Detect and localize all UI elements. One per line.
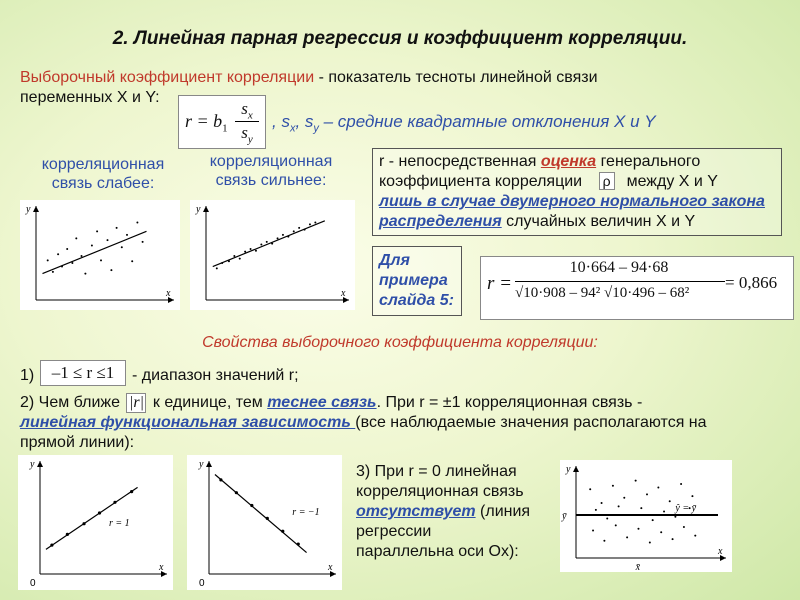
- estimate-condition: лишь в случае двумерного нормального закона: [379, 193, 765, 210]
- data-point: [219, 478, 222, 481]
- data-point: [618, 505, 620, 507]
- data-point: [266, 241, 268, 243]
- weak-correlation-plot: [20, 200, 180, 310]
- data-point: [601, 502, 603, 504]
- origin-label: 0: [199, 578, 205, 589]
- data-point: [297, 542, 300, 545]
- data-point: [113, 501, 116, 504]
- regression-eq-label: ŷ = ȳ: [675, 503, 697, 514]
- data-point: [652, 519, 654, 521]
- data-point: [271, 243, 273, 245]
- intro-text-line2: переменных X и Y:: [20, 89, 160, 106]
- origin-label: 0: [30, 578, 36, 589]
- data-point: [293, 230, 295, 232]
- data-point: [672, 538, 674, 540]
- data-point: [107, 239, 109, 241]
- data-point: [82, 522, 85, 525]
- intro-text: [20, 68, 740, 108]
- y-axis-label: y: [30, 459, 35, 470]
- data-point: [126, 234, 128, 236]
- zero-correlation-plot: [560, 460, 732, 572]
- intro-std-text: , $s_x$, $s_y$ – средние квадратные отклонения X и Y: [272, 112, 656, 135]
- prop1-number: 1): [20, 367, 35, 384]
- rho-symbol: ρ: [599, 172, 615, 190]
- slide-title: 2. Линейная парная регрессия и коэффициент корреляции.: [112, 28, 688, 49]
- prop3-em: отсутствует: [356, 503, 476, 520]
- data-point: [57, 253, 59, 255]
- y-axis-arrow: [573, 466, 579, 472]
- estimate-box: r - непосредственная оценка генерального коэффициента корреляции ρ между X и Y лишь в случае двумерного нормального закона распределения случайных величин X и Y: [372, 148, 782, 236]
- intro-term: Выборочный коэффициент корреляции: [20, 69, 315, 86]
- data-point: [649, 542, 651, 544]
- r-value-label: r = 1: [109, 517, 130, 529]
- data-point: [121, 246, 123, 248]
- data-point: [663, 511, 665, 513]
- data-point: [260, 244, 262, 246]
- formula-denominator: $s_y$: [241, 123, 253, 146]
- data-point: [680, 483, 682, 485]
- y-axis-arrow: [206, 461, 212, 467]
- data-point: [239, 258, 241, 260]
- positive-correlation-plot: [18, 455, 173, 590]
- prop3-text: 3) При r = 0 линейная корреляционная связь отсутствует (линия регрессии параллельна оси Ox):: [356, 463, 531, 560]
- example-fraction-bar: [515, 281, 725, 282]
- data-point: [75, 237, 77, 239]
- strong-label: корреляционная связь сильнее:: [209, 153, 333, 189]
- data-point: [116, 227, 118, 229]
- data-point: [282, 234, 284, 236]
- data-point: [592, 529, 594, 531]
- data-point: [244, 251, 246, 253]
- data-point: [61, 266, 63, 268]
- data-point: [595, 509, 597, 511]
- data-point: [281, 530, 284, 533]
- x-axis-label: x: [328, 562, 333, 573]
- data-point: [589, 488, 591, 490]
- data-point: [96, 230, 98, 232]
- prop2-text: 2) Чем ближе |r| к единице, тем теснее связь. При r = ±1 корреляционная связь - линейная функциональная зависимость (все наблюдаемые значения располагаются на прямой линии):: [20, 394, 707, 451]
- regression-line: [213, 221, 325, 267]
- data-point: [646, 493, 648, 495]
- data-point: [694, 535, 696, 537]
- data-point: [47, 259, 49, 261]
- y-axis-label: y: [196, 204, 201, 215]
- correlation-formula: [178, 95, 266, 149]
- formula-b: b: [213, 111, 223, 131]
- data-point: [255, 250, 257, 252]
- x-axis-label: x: [718, 546, 723, 557]
- data-point: [66, 248, 68, 250]
- prop2-em2: линейная функциональная зависимость: [20, 414, 356, 431]
- data-point: [84, 273, 86, 275]
- data-point: [612, 485, 614, 487]
- data-point: [250, 504, 253, 507]
- data-point: [50, 544, 53, 547]
- strong-correlation-plot: [190, 200, 355, 310]
- data-point: [674, 516, 676, 518]
- data-point: [669, 500, 671, 502]
- data-point: [250, 248, 252, 250]
- formula-r: r: [185, 111, 193, 131]
- estimate-term: оценка: [540, 153, 597, 170]
- data-point: [623, 497, 625, 499]
- weak-label: корреляционная связь слабее:: [41, 156, 165, 192]
- regression-line: [43, 231, 147, 273]
- y-axis-arrow: [37, 461, 43, 467]
- y-axis-arrow: [33, 206, 39, 212]
- data-point: [81, 255, 83, 257]
- data-point: [309, 223, 311, 225]
- y-axis-arrow: [203, 206, 209, 212]
- formula-b-sub: 1: [222, 122, 228, 135]
- example-formula: r = 10·664 – 94·68 √10·908 – 94² √10·496 – 68² = 0,866: [480, 256, 794, 320]
- y-mean-label: ȳ: [562, 511, 567, 522]
- data-point: [637, 528, 639, 530]
- y-axis-label: y: [566, 464, 571, 475]
- data-point: [235, 491, 238, 494]
- example-numerator: 10·664 – 94·68: [569, 259, 669, 276]
- formula-eq: =: [196, 111, 209, 131]
- data-point: [640, 507, 642, 509]
- properties-title: Свойства выборочного коэффициента корреляции:: [202, 334, 598, 351]
- data-point: [66, 533, 69, 536]
- data-point: [277, 237, 279, 239]
- y-axis-label: y: [26, 204, 31, 215]
- data-point: [615, 524, 617, 526]
- data-point: [233, 255, 235, 257]
- data-point: [216, 267, 218, 269]
- data-point: [691, 495, 693, 497]
- formula-numerator: $s_x$: [241, 99, 253, 122]
- data-point: [131, 260, 133, 262]
- x-axis-label: x: [341, 288, 346, 299]
- data-point: [287, 236, 289, 238]
- data-point: [91, 244, 93, 246]
- data-point: [142, 241, 144, 243]
- data-point: [71, 262, 73, 264]
- intro-text-line1: - показатель тесноты линейной связи: [314, 69, 598, 86]
- example-result: = 0,866: [725, 273, 778, 292]
- data-point: [110, 269, 112, 271]
- data-point: [657, 486, 659, 488]
- x-axis-label: x: [166, 288, 171, 299]
- prop1-range: –1 ≤ r ≤1: [40, 360, 126, 386]
- data-point: [221, 262, 223, 264]
- prop2-em: теснее связь: [267, 394, 377, 411]
- example-label: Для примера слайда 5:: [372, 246, 462, 316]
- data-point: [52, 271, 54, 273]
- data-point: [136, 222, 138, 224]
- data-point: [314, 222, 316, 224]
- data-point: [606, 517, 608, 519]
- prop1-text: - диапазон значений r;: [132, 367, 299, 384]
- data-point: [626, 536, 628, 538]
- x-axis-label: x: [159, 562, 164, 573]
- formula-fraction-bar: [235, 121, 259, 122]
- data-point: [304, 229, 306, 231]
- x-mean-label: x̄: [635, 562, 641, 572]
- example-denominator: √10·908 – 94² √10·496 – 68²: [515, 285, 690, 301]
- data-point: [130, 490, 133, 493]
- data-point: [660, 531, 662, 533]
- data-point: [266, 517, 269, 520]
- data-point: [683, 526, 685, 528]
- y-axis-label: y: [199, 459, 204, 470]
- abs-r-symbol: |r|: [126, 393, 146, 413]
- negative-correlation-plot: [187, 455, 342, 590]
- data-point: [100, 259, 102, 261]
- data-point: [298, 227, 300, 229]
- r-value-label: r = −1: [292, 507, 320, 519]
- data-point: [603, 540, 605, 542]
- data-point: [98, 511, 101, 514]
- data-point: [228, 260, 230, 262]
- data-point: [635, 480, 637, 482]
